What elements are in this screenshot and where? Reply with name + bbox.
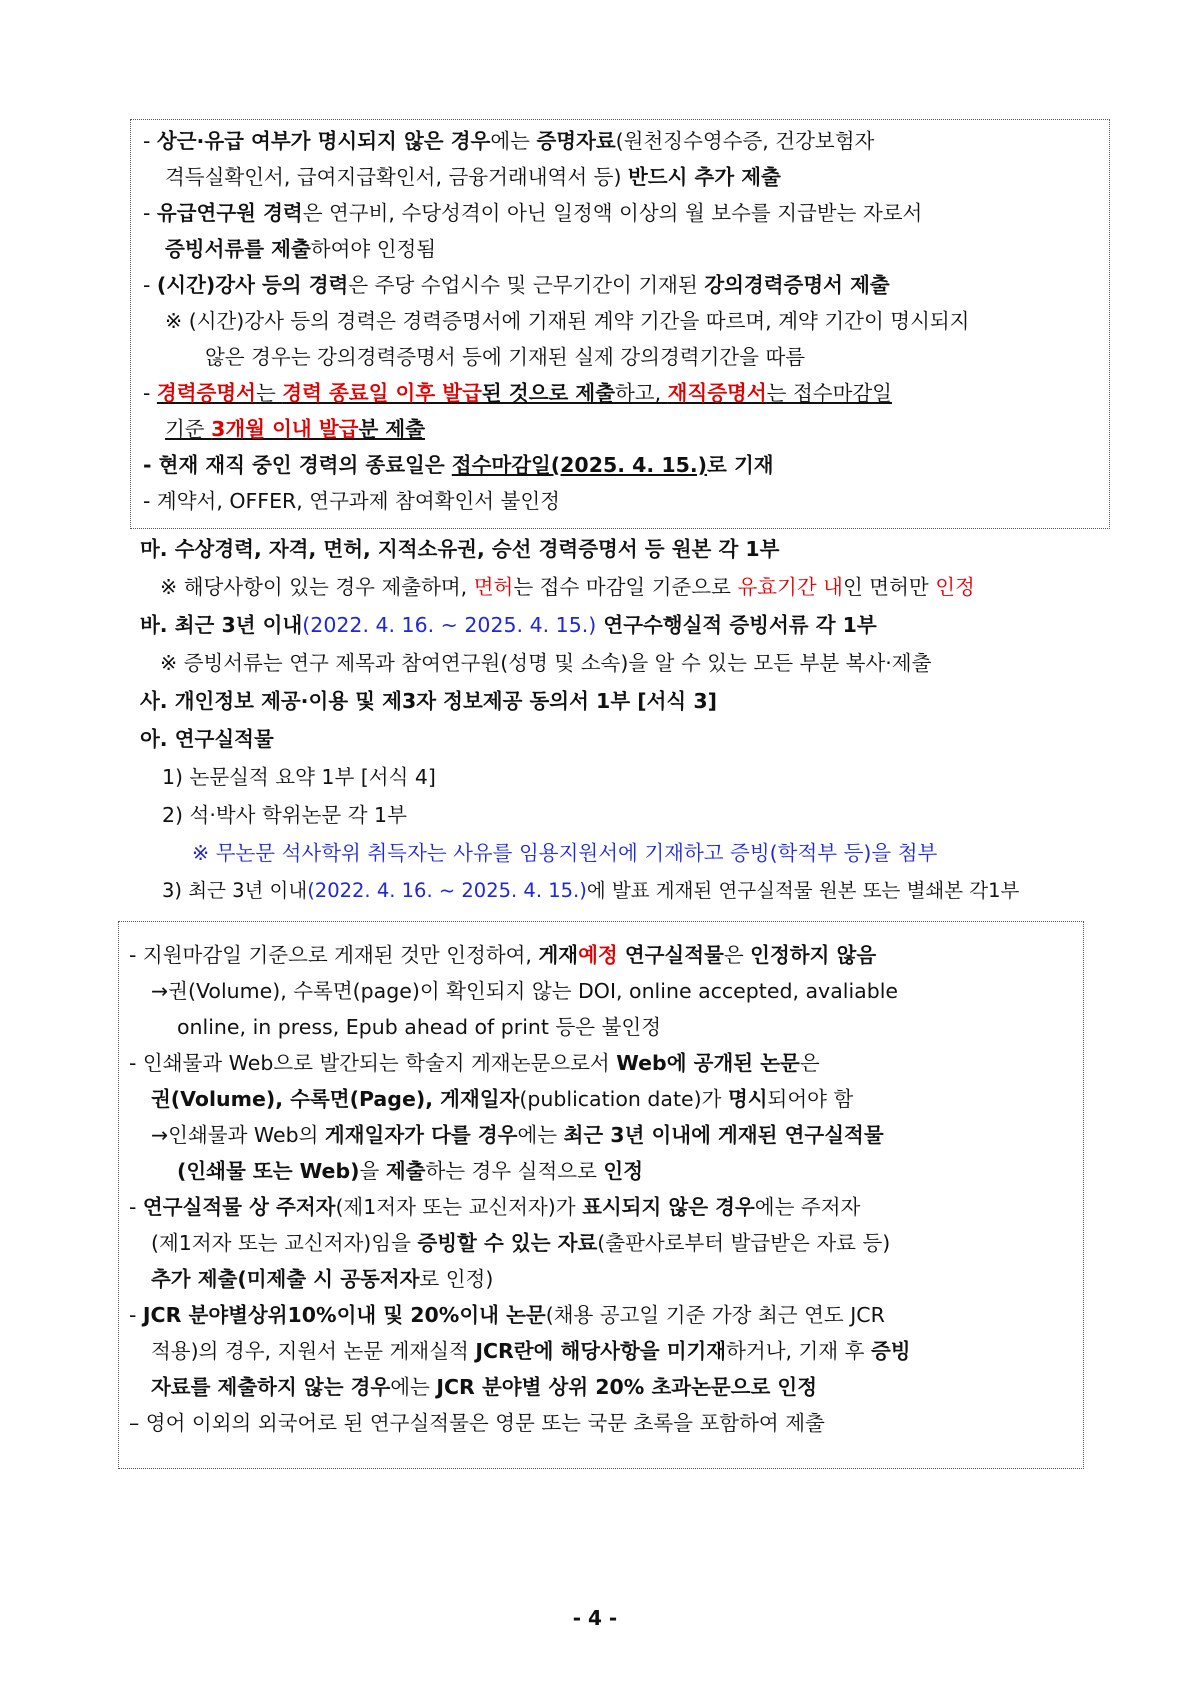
item-sa: 사. 개인정보 제공·이용 및 제3자 정보제공 동의서 1부 [서식 3]: [140, 689, 718, 713]
line: (인쇄물 또는 Web)을 제출하는 경우 실적으로 인정: [177, 1159, 644, 1183]
line: 추가 제출(미제출 시 공동저자로 인정): [151, 1267, 494, 1291]
line: online, in press, Epub ahead of print 등은 불인정: [177, 1015, 662, 1039]
line: 적용)의 경우, 지원서 논문 게재실적 JCR란에 해당사항을 미기재하거나, 기재 후 증빙: [151, 1339, 911, 1363]
line: →권(Volume), 수록면(page)이 확인되지 않는 DOI, online accepted, avaliable: [151, 979, 899, 1003]
item-ma-note: ※ 해당사항이 있는 경우 제출하며, 면허는 접수 마감일 기준으로 유효기간 내인 면허만 인정: [160, 575, 975, 599]
line: (제1저자 또는 교신저자)임을 증빙할 수 있는 자료(출판사로부터 발급받은 자료 등): [151, 1231, 891, 1255]
page-number: - 4 -: [572, 1606, 618, 1630]
line: - 경력증명서는 경력 종료일 이후 발급된 것으로 제출하고, 재직증명서는 접수마감일: [143, 381, 892, 405]
line: - 연구실적물 상 주저자(제1저자 또는 교신저자)가 표시되지 않은 경우에는 주저자: [129, 1195, 861, 1219]
line: 권(Volume), 수록면(Page), 게재일자(publication date)가 명시되어야 함: [151, 1087, 854, 1111]
line: - JCR 분야별상위10%이내 및 20%이내 논문(채용 공고일 기준 가장 최근 연도 JCR: [129, 1303, 885, 1327]
note-line: 않은 경우는 강의경력증명서 등에 기재된 실제 강의경력기간을 따름: [205, 345, 806, 369]
line: - 계약서, OFFER, 연구과제 참여확인서 불인정: [143, 489, 560, 513]
note-line: ※ (시간)강사 등의 경력은 경력증명서에 기재된 계약 기간을 따르며, 계약 기간이 명시되지: [165, 309, 970, 333]
item-a2: 2) 석·박사 학위논문 각 1부: [162, 803, 407, 827]
notice-box-research: [118, 921, 1084, 1469]
line: 증빙서류를 제출하여야 인정됨: [165, 237, 437, 261]
line: - (시간)강사 등의 경력은 주당 수업시수 및 근무기간이 기재된 강의경력증명서 제출: [143, 273, 890, 297]
line: - 상근·유급 여부가 명시되지 않은 경우에는 증명자료(원천징수영수증, 건강보험자: [143, 129, 875, 153]
item-a2-note: ※ 무논문 석사학위 취득자는 사유를 임용지원서에 기재하고 증빙(학적부 등)을 첨부: [192, 841, 938, 865]
line: – 영어 이외의 외국어로 된 연구실적물은 영문 또는 국문 초록을 포함하여 제출: [129, 1411, 825, 1435]
line: - 유급연구원 경력은 연구비, 수당성격이 아닌 일정액 이상의 월 보수를 지급받는 자로서: [143, 201, 923, 225]
line: 기준 3개월 이내 발급분 제출: [165, 417, 426, 441]
line: 자료를 제출하지 않는 경우에는 JCR 분야별 상위 20% 초과논문으로 인정: [151, 1375, 818, 1399]
item-ba: 바. 최근 3년 이내(2022. 4. 16. ~ 2025. 4. 15.) 연구수행실적 증빙서류 각 1부: [140, 613, 877, 637]
item-a3: 3) 최근 3년 이내(2022. 4. 16. ~ 2025. 4. 15.)에 발표 게재된 연구실적물 원본 또는 별쇄본 각1부: [162, 879, 1020, 902]
line: 격득실확인서, 급여지급확인서, 금융거래내역서 등) 반드시 추가 제출: [165, 165, 781, 189]
item-a1: 1) 논문실적 요약 1부 [서식 4]: [162, 765, 436, 789]
item-a: 아. 연구실적물: [140, 727, 274, 751]
line: - 지원마감일 기준으로 게재된 것만 인정하여, 게재예정 연구실적물은 인정하지 않음: [129, 943, 877, 967]
item-ma: 마. 수상경력, 자격, 면허, 지적소유권, 승선 경력증명서 등 원본 각 1부: [140, 537, 780, 561]
item-ba-note: ※ 증빙서류는 연구 제목과 참여연구원(성명 및 소속)을 알 수 있는 모든 부분 복사·제출: [160, 651, 932, 675]
submission-list: [140, 534, 1100, 902]
line: - 인쇄물과 Web으로 발간되는 학술지 게재논문으로서 Web에 공개된 논문은: [129, 1051, 820, 1075]
line: →인쇄물과 Web의 게재일자가 다를 경우에는 최근 3년 이내에 게재된 연구실적물: [151, 1123, 884, 1147]
notice-box-career: [130, 119, 1110, 529]
line: - 현재 재직 중인 경력의 종료일은 접수마감일(2025. 4. 15.)로 기재: [143, 453, 774, 477]
